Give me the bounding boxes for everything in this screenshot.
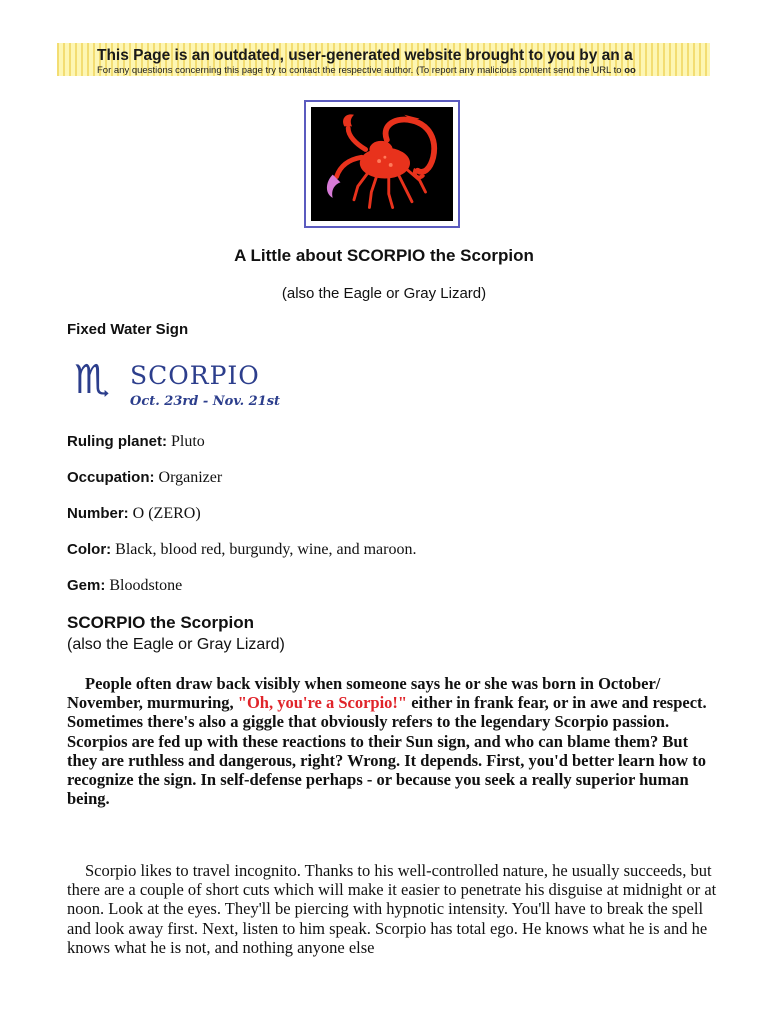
info-value: Black, blood red, burgundy, wine, and maroon.	[115, 541, 417, 558]
banner-subtitle-text: For any questions concerning this page try to contact the respective author. (To report any malicious content send the URL to	[97, 65, 625, 76]
info-value: Pluto	[171, 433, 205, 450]
scorpion-image	[304, 100, 460, 228]
info-value: O (ZERO)	[132, 505, 201, 522]
banner-subtitle-end: oo	[624, 65, 636, 76]
page-subtitle: (also the Eagle or Gray Lizard)	[281, 285, 487, 302]
info-ruling-planet	[67, 433, 205, 451]
info-label: Color:	[67, 541, 112, 558]
scorpio-glyph-icon: ♏	[74, 357, 110, 403]
scorpio-logo	[74, 358, 314, 414]
info-value: Organizer	[158, 469, 223, 486]
body-paragraph: Scorpio likes to travel incognito. Thanks to his well-controlled nature, he usually succeeds, but there are a couple of short cuts which will make it easier to penetrate his disguise at midnight or at noon. Look at the eyes. They'll be piercing with hypnotic intensity. You'll have to break the spell and look away first. Next, listen to him speak. Scorpio has total ego. He knows what he is and he knows what he is not, and nothing anyone else	[67, 861, 717, 957]
info-label: Number:	[67, 505, 129, 522]
logo-name: SCORPIO	[130, 361, 260, 390]
section-subtitle: (also the Eagle or Gray Lizard)	[67, 636, 285, 653]
info-occupation	[67, 469, 222, 487]
info-value: Bloodstone	[109, 577, 183, 594]
info-label: Ruling planet:	[67, 433, 167, 450]
scorpion-icon	[311, 107, 453, 221]
sign-type-label: Fixed Water Sign	[67, 321, 189, 338]
page-title: A Little about SCORPIO the Scorpion	[234, 246, 534, 265]
scorpio-quote: "Oh, you're a Scorpio!"	[237, 693, 408, 713]
section-title: SCORPIO the Scorpion	[67, 613, 255, 632]
banner-subtitle	[97, 65, 636, 76]
archive-banner	[57, 43, 710, 76]
paragraph-text: People often draw back visibly when someone says he or she was born in October/ November, murmuring,	[67, 674, 661, 713]
info-label: Gem:	[67, 577, 106, 594]
info-number	[67, 505, 201, 523]
info-label: Occupation:	[67, 469, 155, 486]
info-gem	[67, 577, 182, 595]
intro-paragraph	[67, 674, 717, 808]
banner-title: This Page is an outdated, user-generated website brought to you by an a	[97, 47, 633, 64]
logo-dates: Oct. 23rd - Nov. 21st	[130, 394, 281, 409]
info-color	[67, 541, 416, 559]
paragraph-text: either in frank fear, or in awe and respect. Sometimes there's also a giggle that obviously refers to the legendary Scorpio passion. Scorpios are fed up with these reactions to their Sun sign, and who can blame them? But they are ruthless and dangerous, right? Wrong. It depends. First, you'd better learn how to recognize the sign. In self-defense perhaps - or because you seek a really superior human being.	[67, 693, 707, 809]
